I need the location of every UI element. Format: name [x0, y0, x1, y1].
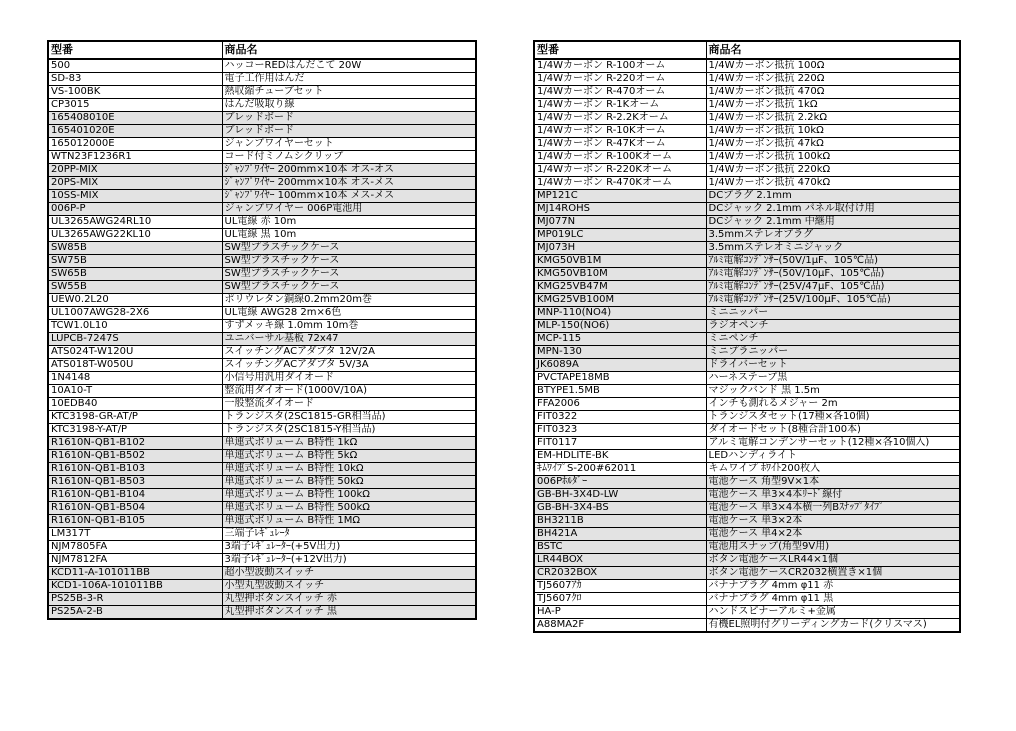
- product-code-cell: TJ5607ｸﾛ: [534, 593, 706, 606]
- table-row: [48, 567, 476, 580]
- product-code-cell: ATS024T-W120U: [48, 346, 222, 359]
- product-table-left: [47, 40, 477, 620]
- product-name-cell: 単連式ボリューム B特性 500kΩ: [222, 502, 476, 515]
- product-name-cell: ドライバーセット: [706, 359, 960, 372]
- product-code-cell: MJ077N: [534, 216, 706, 229]
- product-name-cell: 電池ケース 単3×4本ﾘｰﾄﾞ線付: [706, 489, 960, 502]
- product-code-cell: PS25A-2-B: [48, 606, 222, 620]
- product-code-cell: R1610N-QB1-B105: [48, 515, 222, 528]
- product-code-cell: BTYPE1.5MB: [534, 385, 706, 398]
- table-row: [48, 255, 476, 268]
- product-name-cell: ｱﾙﾐ電解ｺﾝﾃﾞﾝｻｰ(50V/10μF、105℃品): [706, 268, 960, 281]
- product-code-cell: FFA2006: [534, 398, 706, 411]
- table-row: [48, 294, 476, 307]
- product-code-cell: R1610N-QB1-B504: [48, 502, 222, 515]
- product-code-cell: 1/4Wカーボン R-220Kオーム: [534, 164, 706, 177]
- table-row: [48, 580, 476, 593]
- product-name-cell: DCプラグ 2.1mm: [706, 190, 960, 203]
- product-code-cell: 165012000E: [48, 138, 222, 151]
- table-row: [534, 554, 960, 567]
- product-code-cell: MLP-150(NO6): [534, 320, 706, 333]
- product-code-cell: 10A10-T: [48, 385, 222, 398]
- table-row: [534, 138, 960, 151]
- table-row: [534, 359, 960, 372]
- product-code-cell: R1610N-QB1-B502: [48, 450, 222, 463]
- header-name: 商品名: [706, 41, 960, 59]
- product-name-cell: 一般整流ダイオード: [222, 398, 476, 411]
- product-code-cell: SW75B: [48, 255, 222, 268]
- table-row: [534, 515, 960, 528]
- product-name-cell: ミニペンチ: [706, 333, 960, 346]
- product-name-cell: ｱﾙﾐ電解ｺﾝﾃﾞﾝｻｰ(25V/47μF、105℃品): [706, 281, 960, 294]
- product-code-cell: MCP-115: [534, 333, 706, 346]
- product-code-cell: VS-100BK: [48, 86, 222, 99]
- product-code-cell: 165401020E: [48, 125, 222, 138]
- product-name-cell: ｱﾙﾐ電解ｺﾝﾃﾞﾝｻｰ(25V/100μF、105℃品): [706, 294, 960, 307]
- table-row: [48, 463, 476, 476]
- table-row: [534, 151, 960, 164]
- table-row: [48, 281, 476, 294]
- table-row: [534, 372, 960, 385]
- product-name-cell: 電池ケース 角型9V×1本: [706, 476, 960, 489]
- product-name-cell: 三端子ﾚｷﾞｭﾚｰﾀ: [222, 528, 476, 541]
- product-name-cell: 1/4Wカーボン抵抗 100Ω: [706, 59, 960, 73]
- table-row: [48, 151, 476, 164]
- product-name-cell: ボタン電池ケースLR44×1個: [706, 554, 960, 567]
- table-row: [48, 411, 476, 424]
- product-code-cell: HA-P: [534, 606, 706, 619]
- product-name-cell: 電池ケース 単3×4本横一列Bｽﾅｯﾌﾟﾀｲﾌﾟ: [706, 502, 960, 515]
- table-row: [534, 190, 960, 203]
- product-code-cell: LR44BOX: [534, 554, 706, 567]
- product-name-cell: ｼﾞｬﾝﾌﾟﾜｲﾔｰ 100mm×10本 メス-メス: [222, 190, 476, 203]
- table-row: [534, 593, 960, 606]
- table-row: [534, 112, 960, 125]
- product-name-cell: スイッチングACアダプタ 5V/3A: [222, 359, 476, 372]
- product-name-cell: アルミ電解コンデンサーセット(12種×各10個入): [706, 437, 960, 450]
- table-row: [48, 73, 476, 86]
- product-code-cell: CP3015: [48, 99, 222, 112]
- product-name-cell: 1/4Wカーボン抵抗 47kΩ: [706, 138, 960, 151]
- table-row: [48, 125, 476, 138]
- table-row: [48, 216, 476, 229]
- header-row: [48, 41, 476, 59]
- table-row: [534, 398, 960, 411]
- product-name-cell: 丸型押ボタンスイッチ 赤: [222, 593, 476, 606]
- product-code-cell: ｷﾑﾜｲﾌﾟS-200#62011: [534, 463, 706, 476]
- product-name-cell: 単連式ボリューム B特性 10kΩ: [222, 463, 476, 476]
- product-code-cell: 20PS-MIX: [48, 177, 222, 190]
- table-row: [534, 86, 960, 99]
- table-row: [534, 125, 960, 138]
- product-code-cell: SD-83: [48, 73, 222, 86]
- table-row: [48, 398, 476, 411]
- product-code-cell: MJ073H: [534, 242, 706, 255]
- table-row: [48, 99, 476, 112]
- product-name-cell: 単連式ボリューム B特性 1MΩ: [222, 515, 476, 528]
- product-name-cell: DCジャック 2.1mm 中継用: [706, 216, 960, 229]
- product-name-cell: ボタン電池ケースCR2032横置き×1個: [706, 567, 960, 580]
- table-row: [534, 619, 960, 633]
- product-code-cell: CR2032BOX: [534, 567, 706, 580]
- table-row: [48, 450, 476, 463]
- table-row: [534, 528, 960, 541]
- product-name-cell: ポリウレタン銅線0.2mm20m巻: [222, 294, 476, 307]
- table-row: [48, 268, 476, 281]
- table-row: [534, 463, 960, 476]
- product-name-cell: 電池用スナップ(角型9V用): [706, 541, 960, 554]
- product-code-cell: FIT0117: [534, 437, 706, 450]
- product-code-cell: KMG50VB10M: [534, 268, 706, 281]
- table-row: [48, 437, 476, 450]
- product-code-cell: 1/4Wカーボン R-100オーム: [534, 59, 706, 73]
- product-name-cell: 小信号用汎用ダイオード: [222, 372, 476, 385]
- product-code-cell: UL3265AWG24RL10: [48, 216, 222, 229]
- product-name-cell: 整流用ダイオード(1000V/10A): [222, 385, 476, 398]
- product-name-cell: 1/4Wカーボン抵抗 220Ω: [706, 73, 960, 86]
- product-name-cell: 小型丸型波動スイッチ: [222, 580, 476, 593]
- product-code-cell: R1610N-QB1-B103: [48, 463, 222, 476]
- product-code-cell: 10EDB40: [48, 398, 222, 411]
- table-row: [534, 411, 960, 424]
- table-row: [48, 177, 476, 190]
- product-code-cell: EM-HDLITE-BK: [534, 450, 706, 463]
- product-name-cell: 超小型波動スイッチ: [222, 567, 476, 580]
- product-code-cell: UL1007AWG28-2X6: [48, 307, 222, 320]
- product-name-cell: ミニニッパー: [706, 307, 960, 320]
- product-code-cell: LUPCB-7247S: [48, 333, 222, 346]
- table-row: [534, 502, 960, 515]
- table-row: [48, 333, 476, 346]
- product-name-cell: 1/4Wカーボン抵抗 2.2kΩ: [706, 112, 960, 125]
- table-row: [48, 242, 476, 255]
- product-code-cell: KMG25VB47M: [534, 281, 706, 294]
- table-row: [48, 476, 476, 489]
- table-row: [48, 541, 476, 554]
- product-code-cell: KTC3198-GR-AT/P: [48, 411, 222, 424]
- product-name-cell: SW型プラスチックケース: [222, 268, 476, 281]
- product-name-cell: スイッチングACアダプタ 12V/2A: [222, 346, 476, 359]
- product-code-cell: GB-BH-3X4D-LW: [534, 489, 706, 502]
- product-code-cell: GB-BH-3X4-BS: [534, 502, 706, 515]
- table-row: [534, 268, 960, 281]
- product-code-cell: FIT0322: [534, 411, 706, 424]
- product-code-cell: SW55B: [48, 281, 222, 294]
- header-code: 型番: [534, 41, 706, 59]
- product-code-cell: BSTC: [534, 541, 706, 554]
- product-code-cell: KTC3198-Y-AT/P: [48, 424, 222, 437]
- product-code-cell: 500: [48, 59, 222, 73]
- table-row: [534, 320, 960, 333]
- table-row: [48, 502, 476, 515]
- table-row: [48, 203, 476, 216]
- product-code-cell: MJ14ROHS: [534, 203, 706, 216]
- product-name-cell: トランジスタ(2SC1815-Y相当品): [222, 424, 476, 437]
- product-name-cell: ハーネステープ黒: [706, 372, 960, 385]
- product-code-cell: UEW0.2L20: [48, 294, 222, 307]
- table-row: [534, 164, 960, 177]
- product-name-cell: 3端子ﾚｷﾞｭﾚｰﾀｰ(+12V出力): [222, 554, 476, 567]
- table-row: [534, 281, 960, 294]
- product-name-cell: バナナプラグ 4mm φ11 黒: [706, 593, 960, 606]
- table-row: [534, 177, 960, 190]
- table-row: [48, 229, 476, 242]
- table-row: [48, 385, 476, 398]
- table-row: [534, 424, 960, 437]
- product-name-cell: 1/4Wカーボン抵抗 10kΩ: [706, 125, 960, 138]
- product-code-cell: R1610N-QB1-B503: [48, 476, 222, 489]
- product-code-cell: PVCTAPE18MB: [534, 372, 706, 385]
- product-code-cell: ATS018T-W050U: [48, 359, 222, 372]
- header-row: [534, 41, 960, 59]
- product-name-cell: 単連式ボリューム B特性 100kΩ: [222, 489, 476, 502]
- product-name-cell: 1/4Wカーボン抵抗 1kΩ: [706, 99, 960, 112]
- product-name-cell: トランジスタセット(17種×各10個): [706, 411, 960, 424]
- table-row: [48, 606, 476, 620]
- table-row: [48, 346, 476, 359]
- product-name-cell: コード付ミノムシクリップ: [222, 151, 476, 164]
- product-code-cell: 1/4Wカーボン R-1Kオーム: [534, 99, 706, 112]
- product-name-cell: はんだ吸取り線: [222, 99, 476, 112]
- product-name-cell: 丸型押ボタンスイッチ 黒: [222, 606, 476, 620]
- product-name-cell: マジックバンド 黒 1.5m: [706, 385, 960, 398]
- product-code-cell: MP121C: [534, 190, 706, 203]
- product-name-cell: ｼﾞｬﾝﾌﾟﾜｲﾔｰ 200mm×10本 オス-オス: [222, 164, 476, 177]
- product-name-cell: 3端子ﾚｷﾞｭﾚｰﾀｰ(+5V出力): [222, 541, 476, 554]
- product-name-cell: ハンドスピナーアルミ+金属: [706, 606, 960, 619]
- product-name-cell: ハッコーREDはんだこて 20W: [222, 59, 476, 73]
- product-code-cell: JK6089A: [534, 359, 706, 372]
- product-code-cell: KMG25VB100M: [534, 294, 706, 307]
- product-name-cell: バナナプラグ 4mm φ11 赤: [706, 580, 960, 593]
- product-name-cell: 電池ケース 単3×2本: [706, 515, 960, 528]
- product-code-cell: NJM7812FA: [48, 554, 222, 567]
- table-row: [534, 216, 960, 229]
- product-code-cell: 1/4Wカーボン R-220オーム: [534, 73, 706, 86]
- header-name: 商品名: [222, 41, 476, 59]
- product-name-cell: 1/4Wカーボン抵抗 470Ω: [706, 86, 960, 99]
- product-code-cell: 1/4Wカーボン R-470オーム: [534, 86, 706, 99]
- product-name-cell: ユニバーサル基板 72x47: [222, 333, 476, 346]
- product-name-cell: ブレッドボード: [222, 112, 476, 125]
- table-row: [534, 385, 960, 398]
- product-name-cell: インチも測れるメジャー 2m: [706, 398, 960, 411]
- table-row: [48, 320, 476, 333]
- table-row: [48, 190, 476, 203]
- table-row: [534, 333, 960, 346]
- product-code-cell: 1/4Wカーボン R-470Kオーム: [534, 177, 706, 190]
- table-row: [534, 450, 960, 463]
- product-code-cell: 165408010E: [48, 112, 222, 125]
- table-row: [48, 554, 476, 567]
- product-name-cell: ラジオペンチ: [706, 320, 960, 333]
- table-row: [534, 489, 960, 502]
- product-code-cell: UL3265AWG22KL10: [48, 229, 222, 242]
- table-row: [534, 59, 960, 73]
- product-code-cell: SW65B: [48, 268, 222, 281]
- product-code-cell: MNP-110(NO4): [534, 307, 706, 320]
- table-row: [534, 437, 960, 450]
- product-code-cell: NJM7805FA: [48, 541, 222, 554]
- product-name-cell: すずメッキ線 1.0mm 10m巻: [222, 320, 476, 333]
- table-row: [534, 580, 960, 593]
- product-code-cell: BH3211B: [534, 515, 706, 528]
- product-name-cell: 1/4Wカーボン抵抗 100kΩ: [706, 151, 960, 164]
- table-row: [48, 515, 476, 528]
- table-row: [48, 372, 476, 385]
- product-name-cell: トランジスタ(2SC1815-GR相当品): [222, 411, 476, 424]
- product-name-cell: UL電線 赤 10m: [222, 216, 476, 229]
- table-row: [48, 86, 476, 99]
- product-code-cell: KCD11-A-101011BB: [48, 567, 222, 580]
- product-code-cell: R1610N-QB1-B104: [48, 489, 222, 502]
- product-code-cell: MPN-130: [534, 346, 706, 359]
- product-name-cell: 1/4Wカーボン抵抗 220kΩ: [706, 164, 960, 177]
- product-code-cell: PS25B-3-R: [48, 593, 222, 606]
- table-row: [48, 528, 476, 541]
- product-code-cell: 006P-P: [48, 203, 222, 216]
- product-name-cell: ジャンプワイヤー 006P電池用: [222, 203, 476, 216]
- product-name-cell: LEDハンディライト: [706, 450, 960, 463]
- table-row: [534, 476, 960, 489]
- table-row: [534, 606, 960, 619]
- product-code-cell: TJ5607ｱｶ: [534, 580, 706, 593]
- product-code-cell: 1/4Wカーボン R-2.2Kオーム: [534, 112, 706, 125]
- product-code-cell: WTN23F1236R1: [48, 151, 222, 164]
- table-row: [48, 307, 476, 320]
- product-name-cell: 3.5mmステレオプラグ: [706, 229, 960, 242]
- product-name-cell: DCジャック 2.1mm パネル取付け用: [706, 203, 960, 216]
- product-table-right: [533, 40, 961, 633]
- product-name-cell: ダイオードセット(8種合計100本): [706, 424, 960, 437]
- product-name-cell: 1/4Wカーボン抵抗 470kΩ: [706, 177, 960, 190]
- table-row: [534, 99, 960, 112]
- table-row: [534, 307, 960, 320]
- product-name-cell: ｼﾞｬﾝﾌﾟﾜｲﾔｰ 200mm×10本 オス-メス: [222, 177, 476, 190]
- product-name-cell: UL電線 黒 10m: [222, 229, 476, 242]
- table-row: [534, 229, 960, 242]
- table-row: [48, 164, 476, 177]
- product-code-cell: BH421A: [534, 528, 706, 541]
- product-name-cell: 電子工作用はんだ: [222, 73, 476, 86]
- product-name-cell: SW型プラスチックケース: [222, 242, 476, 255]
- product-code-cell: FIT0323: [534, 424, 706, 437]
- product-name-cell: キムワイプ ﾎﾜｲﾄ200枚入: [706, 463, 960, 476]
- product-code-cell: 20PP-MIX: [48, 164, 222, 177]
- table-row: [48, 138, 476, 151]
- product-name-cell: 単連式ボリューム B特性 50kΩ: [222, 476, 476, 489]
- header-code: 型番: [48, 41, 222, 59]
- product-name-cell: 単連式ボリューム B特性 5kΩ: [222, 450, 476, 463]
- product-code-cell: MP019LC: [534, 229, 706, 242]
- product-name-cell: ｱﾙﾐ電解ｺﾝﾃﾞﾝｻｰ(50V/1μF、105℃品): [706, 255, 960, 268]
- table-row: [534, 203, 960, 216]
- product-name-cell: UL電線 AWG28 2m×6色: [222, 307, 476, 320]
- table-row: [534, 541, 960, 554]
- product-name-cell: ジャンプワイヤーセット: [222, 138, 476, 151]
- table-row: [534, 346, 960, 359]
- product-code-cell: LM317T: [48, 528, 222, 541]
- table-row: [48, 424, 476, 437]
- product-name-cell: ブレッドボード: [222, 125, 476, 138]
- product-name-cell: 熱収縮チューブセット: [222, 86, 476, 99]
- table-row: [534, 242, 960, 255]
- table-row: [48, 359, 476, 372]
- table-row: [534, 255, 960, 268]
- table-row: [534, 294, 960, 307]
- product-name-cell: 有機EL照明付グリーディングカード(クリスマス): [706, 619, 960, 633]
- product-code-cell: 1N4148: [48, 372, 222, 385]
- product-code-cell: TCW1.0L10: [48, 320, 222, 333]
- table-row: [48, 489, 476, 502]
- product-name-cell: ミニプラニッパー: [706, 346, 960, 359]
- table-row: [534, 567, 960, 580]
- product-code-cell: 1/4Wカーボン R-100Kオーム: [534, 151, 706, 164]
- product-name-cell: 単連式ボリューム B特性 1kΩ: [222, 437, 476, 450]
- product-code-cell: KMG50VB1M: [534, 255, 706, 268]
- table-row: [534, 73, 960, 86]
- product-name-cell: 電池ケース 単4×2本: [706, 528, 960, 541]
- table-row: [48, 112, 476, 125]
- table-row: [48, 593, 476, 606]
- product-code-cell: R1610N-QB1-B102: [48, 437, 222, 450]
- product-code-cell: 006Pﾎﾙﾀﾞｰ: [534, 476, 706, 489]
- product-name-cell: SW型プラスチックケース: [222, 281, 476, 294]
- product-code-cell: 1/4Wカーボン R-10Kオーム: [534, 125, 706, 138]
- product-code-cell: 1/4Wカーボン R-47Kオーム: [534, 138, 706, 151]
- product-code-cell: SW85B: [48, 242, 222, 255]
- product-code-cell: 10SS-MIX: [48, 190, 222, 203]
- product-code-cell: A88MA2F: [534, 619, 706, 633]
- table-row: [48, 59, 476, 73]
- product-code-cell: KCD1-106A-101011BB: [48, 580, 222, 593]
- product-name-cell: 3.5mmステレオミニジャック: [706, 242, 960, 255]
- product-name-cell: SW型プラスチックケース: [222, 255, 476, 268]
